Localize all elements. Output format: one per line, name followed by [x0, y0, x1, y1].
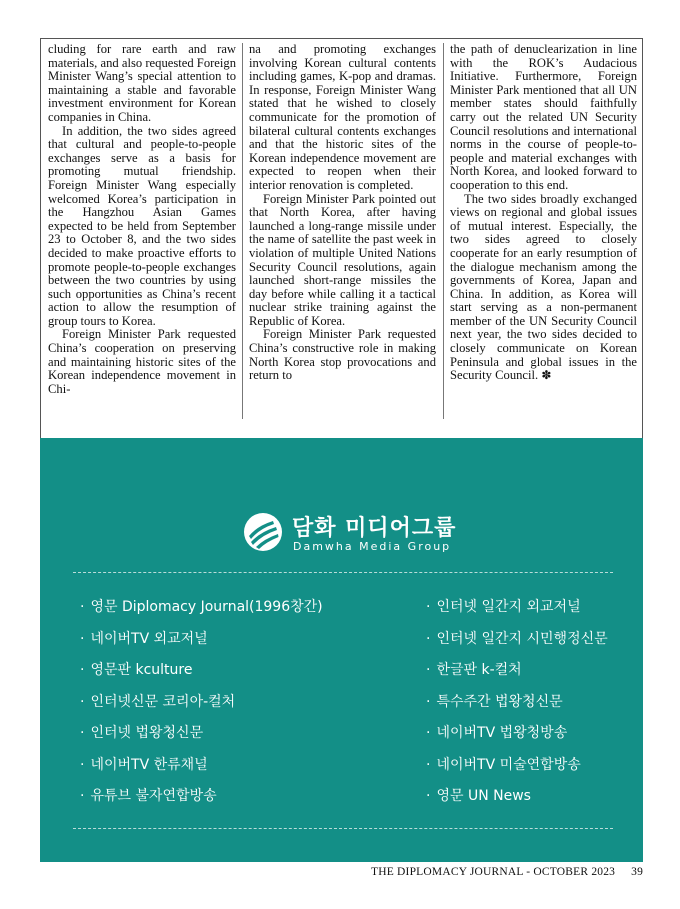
list-item	[426, 787, 608, 819]
media-name: 네이버TV 외교저널	[90, 630, 208, 647]
dashed-divider	[73, 572, 613, 573]
article-body	[40, 38, 643, 438]
list-item	[80, 661, 323, 693]
media-name: 영문 Diplomacy Journal(1996창간)	[90, 599, 323, 615]
list-item	[80, 724, 323, 756]
bullet-icon: ·	[426, 693, 431, 710]
media-list-right	[426, 598, 608, 819]
media-name: 영문판 kculture	[90, 662, 193, 678]
brand-subtitle: Damwha Media Group	[293, 540, 452, 553]
media-name: 인터넷 일간지 시민행정신문	[436, 630, 608, 647]
bullet-icon: ·	[426, 630, 431, 647]
paragraph	[450, 193, 637, 383]
column-divider	[242, 43, 243, 419]
bullet-icon: ·	[426, 725, 431, 741]
list-item	[426, 724, 608, 756]
media-name: 인터넷 일간지 외교저널	[436, 599, 581, 615]
paragraph: Foreign Minister Park requested China’s cooperation on preserving and maintaining historic sites of the Korean independence movement in Chi-	[48, 327, 236, 396]
damwha-logo-icon	[243, 512, 283, 552]
bullet-icon: ·	[426, 756, 431, 773]
article-column-2	[249, 43, 436, 383]
bullet-icon: ·	[80, 693, 85, 710]
media-group-ad	[40, 438, 643, 862]
dashed-divider	[73, 828, 613, 829]
article-column-3	[450, 43, 637, 383]
list-item	[80, 598, 323, 630]
bullet-icon: ·	[80, 599, 85, 615]
list-item	[426, 630, 608, 662]
media-name: 네이버TV 미술연합방송	[436, 756, 581, 773]
paragraph: Foreign Minister Park pointed out that North Korea, after having launched a long-range missile under the name of satellite the past week in violation of multiple United Nations Security Council resolutions, again launched short-range missiles the day before while calling it a tactical nuclear strike training against the Republic of Korea.	[249, 191, 436, 328]
bullet-icon: ·	[80, 725, 85, 741]
list-item	[80, 787, 323, 819]
page-number: 39	[631, 866, 644, 878]
bullet-icon: ·	[80, 756, 85, 773]
bullet-icon: ·	[80, 630, 85, 647]
media-name: 유튜브 불자연합방송	[90, 788, 217, 804]
media-name: 영문 UN News	[436, 788, 531, 804]
media-name: 한글판 k-컬처	[436, 662, 522, 678]
end-mark-icon: ✽	[541, 368, 552, 383]
list-item	[426, 693, 608, 725]
column-divider	[443, 43, 444, 419]
bullet-icon: ·	[426, 788, 431, 804]
list-item	[80, 630, 323, 662]
page-footer	[371, 866, 643, 878]
article-column-1	[48, 43, 236, 396]
paragraph: na and promoting exchanges involving Korean cultural contents including games, K-pop and dramas. In response, Foreign Minister Wang stated that he wished to closely communicate for the promotion of bilateral cultural contents exchanges and that the historic sites of the Korean independence movement are expected to reopen when their interior renovation is completed.	[249, 42, 436, 192]
media-name: 네이버TV 한류채널	[90, 756, 208, 773]
brand-name: 담화 미디어그룹	[292, 516, 457, 541]
list-item	[80, 756, 323, 788]
paragraph: the path of denuclearization in line with the ROK’s Audacious Initiative. Furthermore, Foreign Minister Park mentioned that all UN member states should faithfully carry out the related UN Security Council resolutions and international norms in the course of people-to-people and material exchanges with North Korea, and looked forward to cooperation to this end.	[450, 42, 637, 192]
media-name: 인터넷 법왕청신문	[90, 725, 204, 741]
journal-issue: THE DIPLOMACY JOURNAL - OCTOBER 2023	[371, 866, 616, 878]
list-item	[426, 756, 608, 788]
paragraph: cluding for rare earth and raw materials, and also requested Foreign Minister Wang’s special attention to maintaining a stable and favorable investment environment for Korean companies in China.	[48, 42, 236, 124]
bullet-icon: ·	[426, 599, 431, 615]
media-name: 특수주간 법왕청신문	[436, 693, 563, 710]
media-name: 네이버TV 법왕청방송	[436, 725, 568, 741]
list-item	[80, 693, 323, 725]
paragraph: Foreign Minister Park requested China’s constructive role in making North Korea stop provocations and return to	[249, 327, 436, 383]
media-list-left	[80, 598, 323, 819]
list-item	[426, 598, 608, 630]
paragraph-text: The two sides broadly exchanged views on regional and global issues of mutual interest. Especially, the two sides agreed to closely cooperate for an early resumption of the dialogue mechanism among the governments of Korea, Japan and China. In addition, as Korea will start serving as a non-permanent member of the UN Security Council next year, the two sides decided to closely communicate on Korean Peninsula and global issues in the Security Council.	[450, 191, 637, 383]
paragraph: In addition, the two sides agreed that cultural and people-to-people exchanges serve as a basis for promoting mutual friendship. Foreign Minister Wang especially welcomed Korea’s participation in the Hangzhou Asian Games expected to be held from September 23 to October 8, and the two sides decided to make proactive efforts to promote people-to-people exchanges between the two countries by using such opportunities as China’s recent action to allow the resumption of group tours to Korea.	[48, 123, 236, 328]
media-name: 인터넷신문 코리아-컬처	[90, 693, 236, 710]
bullet-icon: ·	[426, 662, 431, 678]
bullet-icon: ·	[80, 662, 85, 678]
list-item	[426, 661, 608, 693]
bullet-icon: ·	[80, 788, 85, 804]
